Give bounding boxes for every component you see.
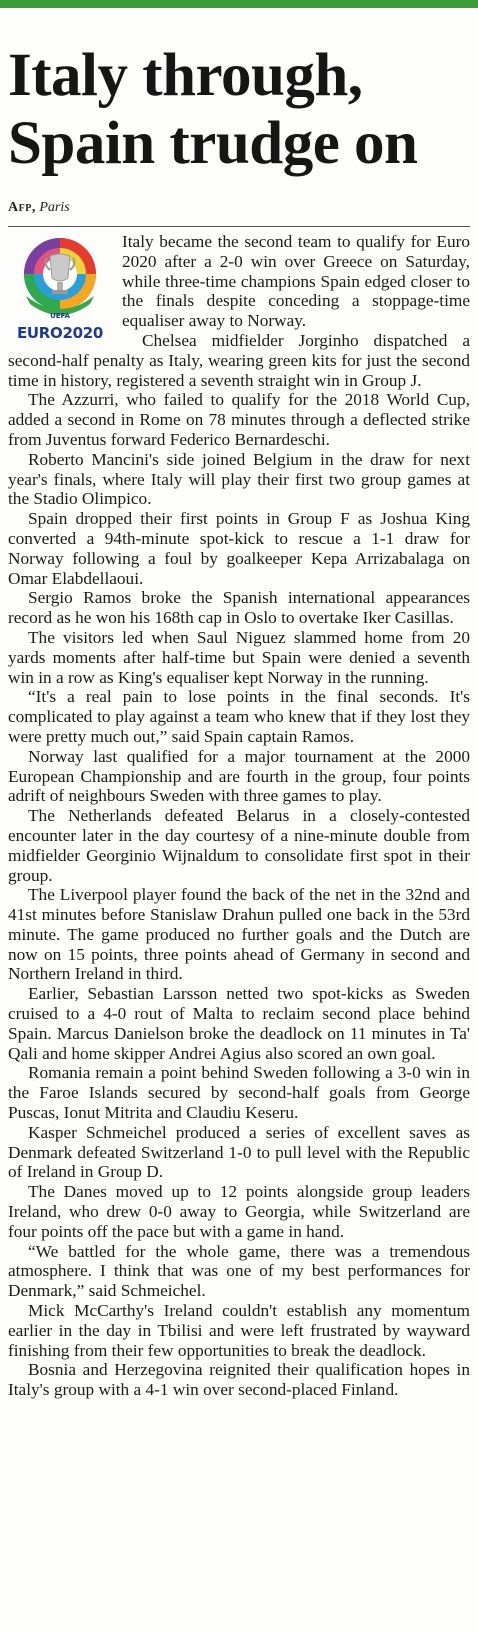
article-body (8, 232, 470, 1400)
paragraph-12: Earlier, Sebastian Larsson netted two spot-kicks as Sweden cruised to a 4-0 rout of Malta to reclaim second place behind Spain. Marcus Danielson broke the deadlock on 11 minutes in Ta' Qali and home skipper Andrei Agius also scored an own goal. (8, 984, 470, 1063)
byline-place: Paris (39, 200, 70, 215)
paragraph-10: The Netherlands defeated Belarus in a closely-contested encounter later in the day courtesy of a nine-minute double from midfielder Georginio Wijnaldum to consolidate first spot in their group. (8, 806, 470, 885)
euro2020-wordmark: EURO2020 (16, 324, 104, 342)
paragraph-1: Italy became the second team to qualify for Euro 2020 after a 2-0 win over Greece on Saturday, while three-time champions Spain edged closer to the finals despite conceding a stoppage-time equaliser away to Norway. (122, 232, 470, 331)
trophy-emblem-icon (12, 234, 108, 326)
paragraph-6: Sergio Ramos broke the Spanish international appearances record as he won his 168th cap in Oslo to overtake Iker Casillas. (8, 588, 470, 628)
paragraph-11: The Liverpool player found the back of the net in the 32nd and 41st minutes before Stanislaw Drahun pulled one back in the 53rd minute. The game produced no further goals and the Dutch are now on 15 points, three points ahead of Germany in second and Northern Ireland in third. (8, 885, 470, 984)
paragraph-16: “We battled for the whole game, there was a tremendous atmosphere. I think that was one of my best performances for Denmark,” said Schmeichel. (8, 1241, 470, 1301)
paragraph-4: Roberto Mancini's side joined Belgium in the draw for next year's finals, where Italy will play their first two group games at the Stadio Olimpico. (8, 449, 470, 509)
paragraph-5: Spain dropped their first points in Group F as Joshua King converted a 94th-minute spot-kick to rescue a 1-1 draw for Norway following a foul by goalkeeper Kepa Arrizabalaga on Omar Elabdellaoui. (8, 509, 470, 588)
paragraph-17: Mick McCarthy's Ireland couldn't establish any momentum earlier in the day in Tbilisi and were left frustrated by wayward finishing from their few opportunities to break the deadlock. (8, 1301, 470, 1360)
paragraph-7: The visitors led when Saul Niguez slammed home from 20 yards moments after half-time but Spain were denied a seventh win in a row as King's equaliser kept Norway in the running. (8, 627, 470, 687)
paragraph-9: Norway last qualified for a major tournament at the 2000 European Championship and are fourth in the group, four points adrift of neighbours Sweden with three games to play. (8, 746, 470, 806)
byline-agency: Afp, (8, 200, 36, 215)
paragraph-8: “It's a real pain to lose points in the final seconds. It's complicated to play against a team who knew that if they lost they were pretty much out,” said Spain captain Ramos. (8, 687, 470, 746)
byline-rule (8, 226, 470, 227)
paragraph-13: Romania remain a point behind Sweden following a 3-0 win in the Faroe Islands secured by second-half goals from George Puscas, Ionut Mitrita and Claudiu Keseru. (8, 1063, 470, 1123)
paragraph-15: The Danes moved up to 12 points alongside group leaders Ireland, who drew 0-0 away to Georgia, while Switzerland are four points off the pace but with a game in hand. (8, 1182, 470, 1241)
top-accent-bar (0, 0, 478, 8)
paragraph-14: Kasper Schmeichel produced a series of excellent saves as Denmark defeated Switzerland 1-0 to pull level with the Republic of Ireland in Group D. (8, 1122, 470, 1182)
headline: Italy through, Spain trudge on (8, 42, 418, 177)
paragraph-18: Bosnia and Herzegovina reignited their qualification hopes in Italy's group with a 4-1 win over second-placed Finland. (8, 1360, 470, 1400)
paragraph-2: Chelsea midfielder Jorginho dispatched a second-half penalty as Italy, wearing green kits for just the second time in history, registered a seventh straight win in Group J. (8, 330, 470, 390)
euro2020-logo (8, 234, 114, 344)
uefa-text: UEFA (50, 312, 70, 320)
paragraph-3: The Azzurri, who failed to qualify for the 2018 World Cup, added a second in Rome on 78 minutes through a deflected strike from Juventus forward Federico Bernardeschi. (8, 390, 470, 449)
byline (8, 200, 70, 216)
